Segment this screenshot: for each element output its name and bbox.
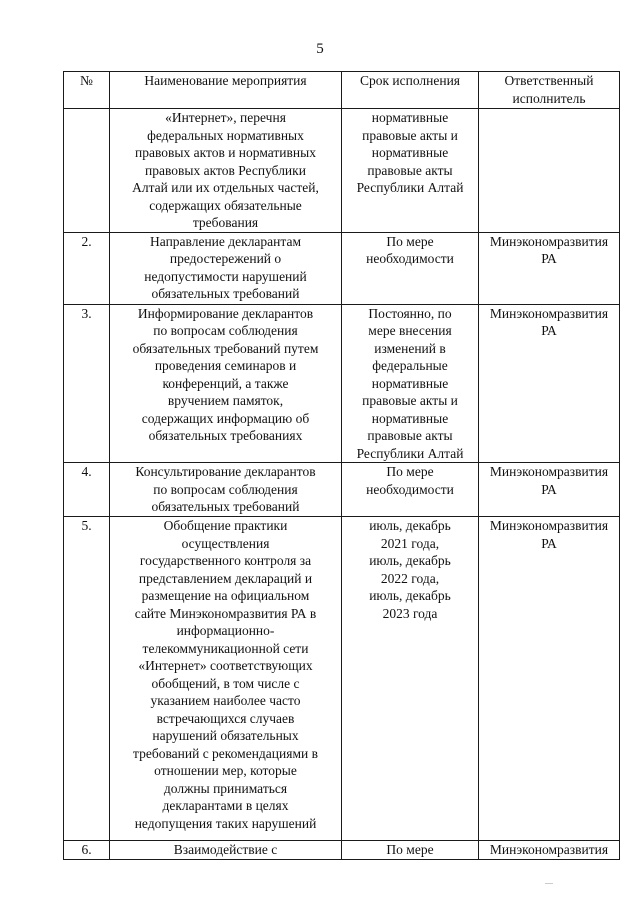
header-event: Наименование мероприятия [110,72,342,109]
cell-responsible: Минэкономразвития РА [479,232,620,304]
page-number: 5 [316,41,324,57]
table-row [64,304,620,463]
table-row [64,232,620,304]
cell-term: По мере [342,841,479,860]
cell-event: Взаимодействие с [110,841,342,860]
table-row [64,109,620,233]
cell-term: Постоянно, по мере внесения изменений в федеральные нормативные правовые акты и нормативные правовые акты Республики Алтай [342,304,479,463]
cell-responsible: Минэкономразвития РА [479,304,620,463]
table-row [64,517,620,841]
cell-event: Консультирование декларантов по вопросам соблюдения обязательных требований [110,463,342,517]
header-responsible: Ответственный исполнитель [479,72,620,109]
cell-num: 3. [64,304,110,463]
cell-responsible [479,109,620,233]
plan-table [63,71,620,860]
header-term: Срок исполнения [342,72,479,109]
cell-num: 2. [64,232,110,304]
cell-num: 5. [64,517,110,841]
cell-event: Информирование декларантов по вопросам соблюдения обязательных требований путем проведения семинаров и конференций, а также вручением памяток, содержащих информацию об обязательных требованиях [110,304,342,463]
cell-responsible: Минэкономразвития [479,841,620,860]
header-num: № [64,72,110,109]
cell-term: По мере необходимости [342,232,479,304]
cell-event: «Интернет», перечня федеральных нормативных правовых актов и нормативных правовых актов Республики Алтай или их отдельных частей, содержащих обязательные требования [110,109,342,233]
table-row [64,841,620,860]
cell-term: нормативные правовые акты и нормативные правовые акты Республики Алтай [342,109,479,233]
cell-responsible: Минэкономразвития РА [479,517,620,841]
table-row [64,463,620,517]
table-header-row [64,72,620,109]
cell-responsible: Минэкономразвития РА [479,463,620,517]
cell-num: 4. [64,463,110,517]
cell-term: июль, декабрь 2021 года, июль, декабрь 2022 года, июль, декабрь 2023 года [342,517,479,841]
cell-num [64,109,110,233]
scan-mark: — [545,878,553,887]
cell-event: Направление декларантам предостережений о недопустимости нарушений обязательных требований [110,232,342,304]
cell-event: Обобщение практики осуществления государственного контроля за представлением деклараций и размещение на официальном сайте Минэкономразвития РА в информационно- телекоммуникационной сети «Интернет» соответствующих обобщений, в том числе с указанием наиболее часто встречающихся случаев нарушений обязательных требований с рекомендациями в отношении мер, которые должны приниматься декларантами в целях недопущения таких нарушений [110,517,342,841]
cell-term: По мере необходимости [342,463,479,517]
cell-num: 6. [64,841,110,860]
